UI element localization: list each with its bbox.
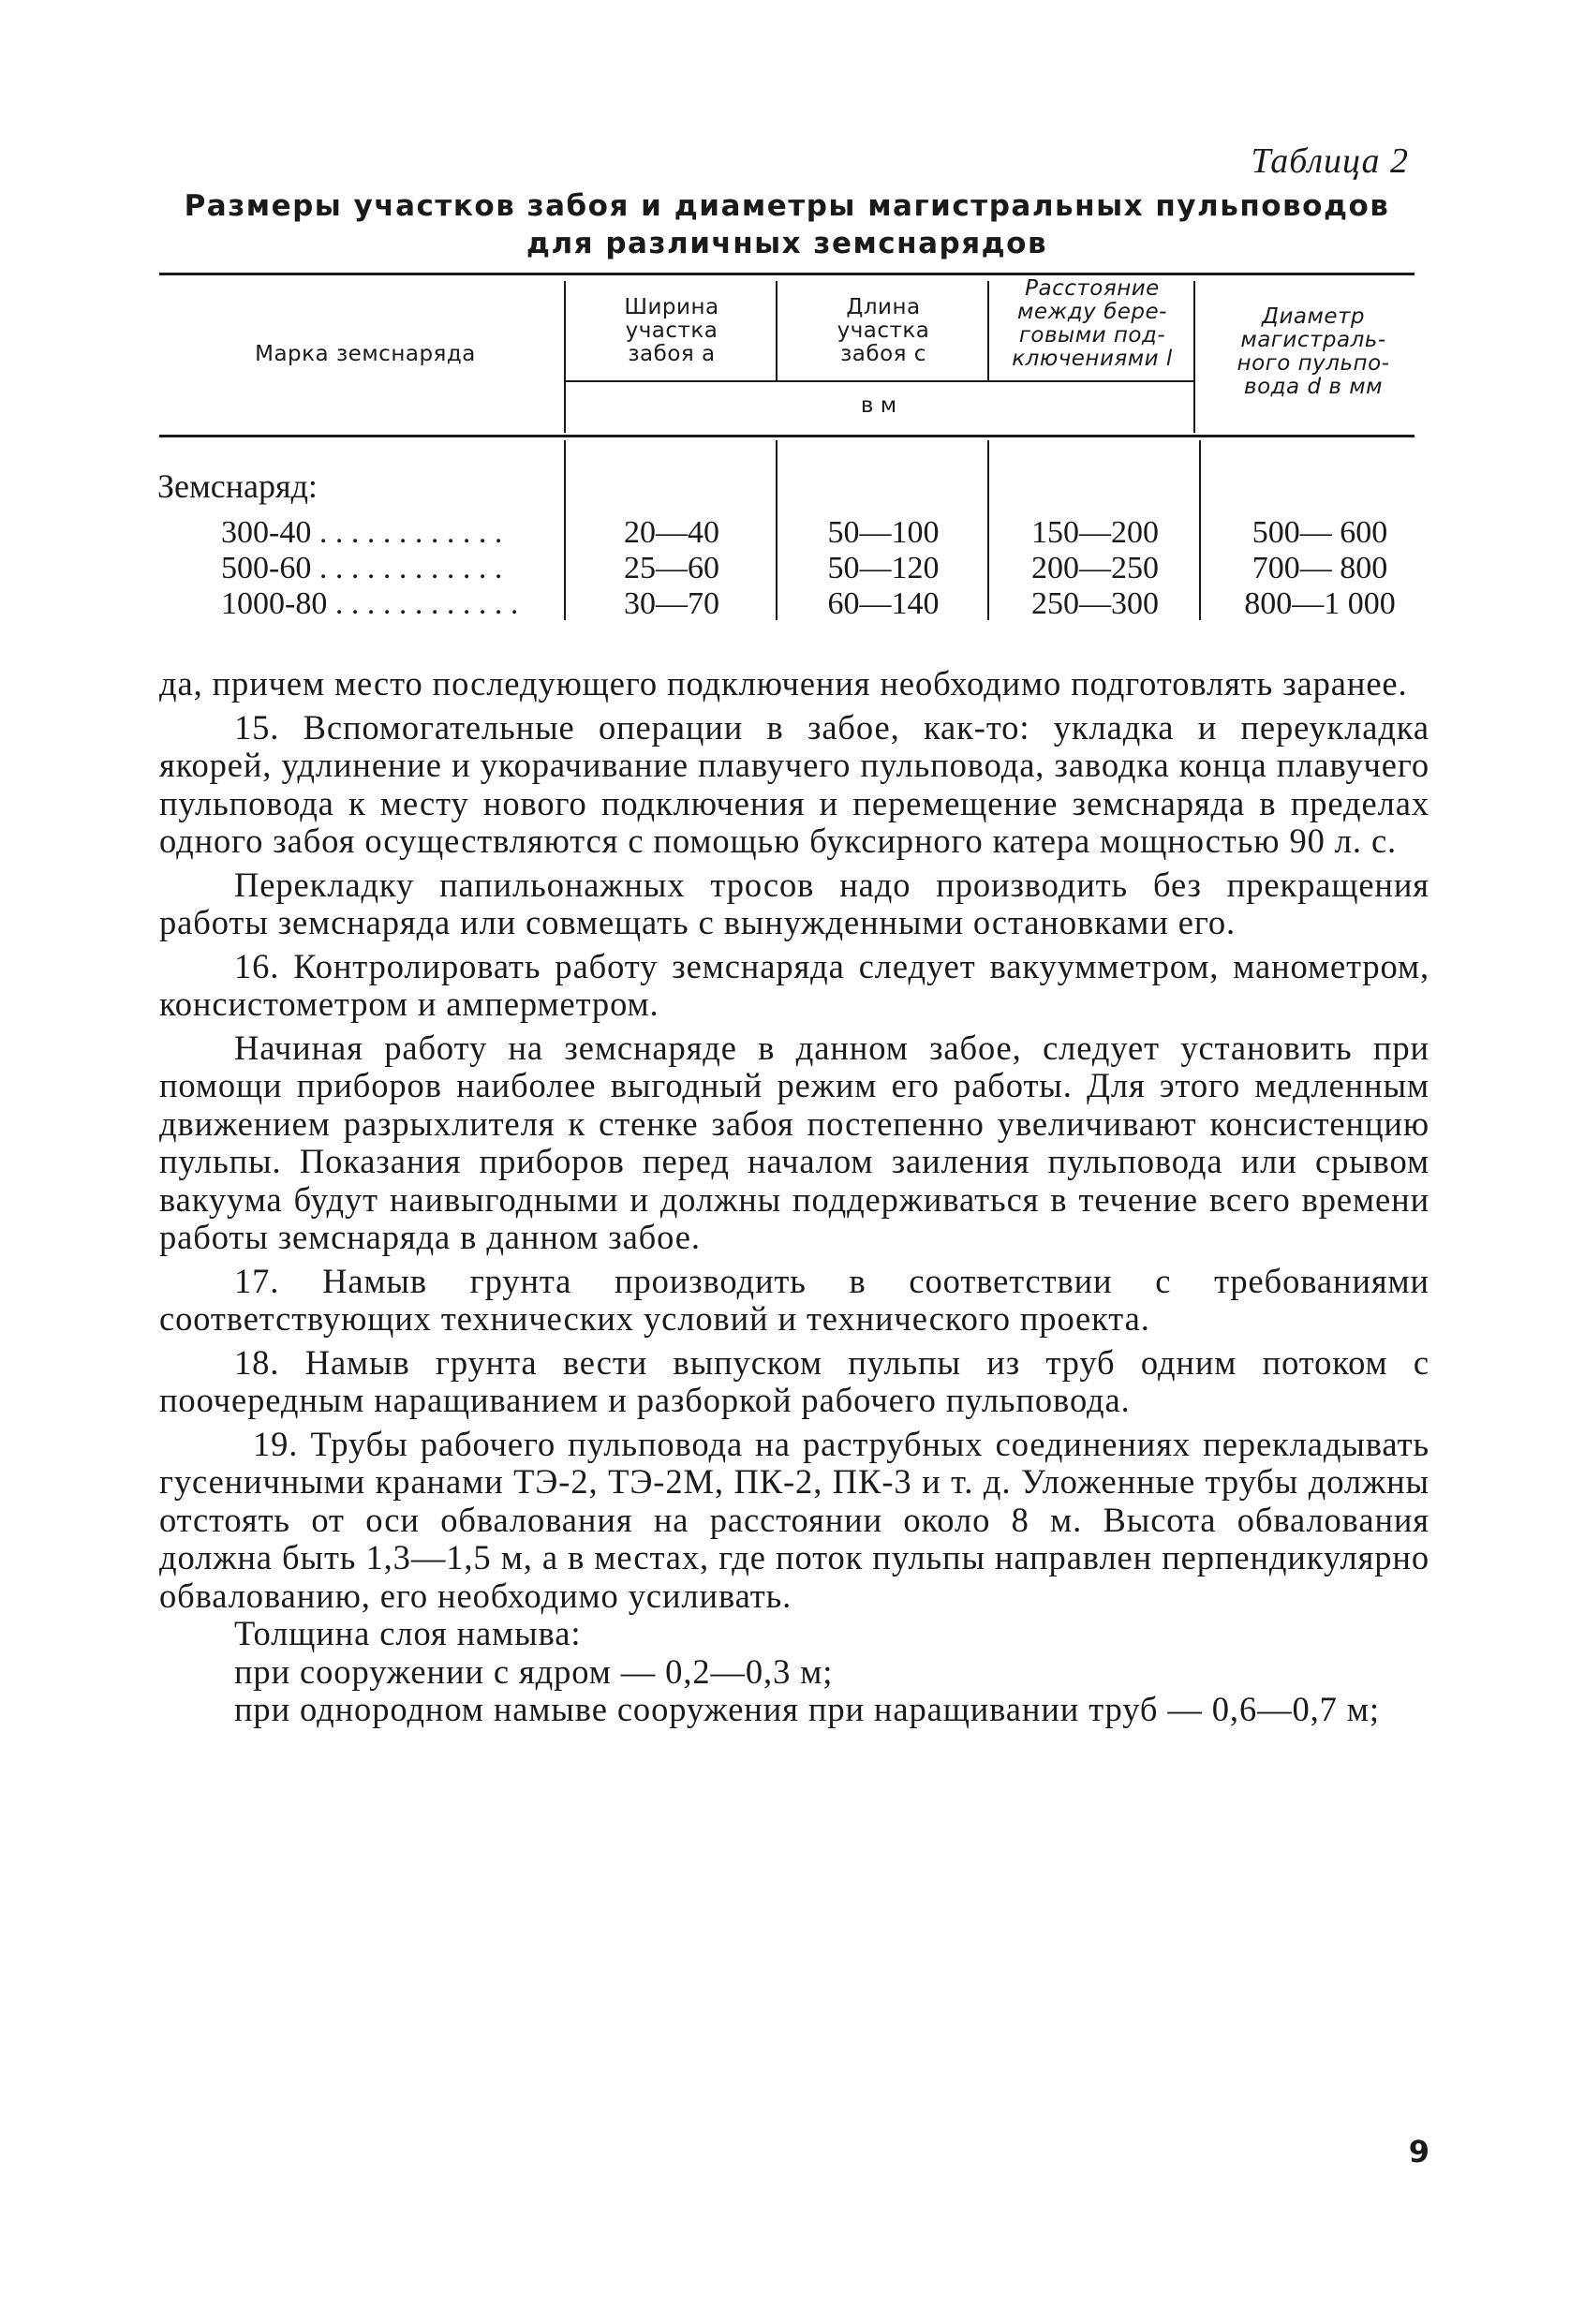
paragraph: 15. Вспомогательные операции в забое, как-то: укладка и переукладка якорей, удлинение и укорачивание плавучего пульповода, заводка конца плавучего пульповода к месту нового подключения и перемещение земснаряда в пределах одного забоя осуществляются с помощью буксирного катера мощностью 90 л. с. <box>159 707 1429 860</box>
header-line: Диаметр <box>1261 304 1365 329</box>
paragraph: при однородном намыве сооружения при наращивании труб — 0,6—0,7 м; <box>234 1690 1380 1728</box>
header-diameter <box>1201 305 1426 399</box>
table-row <box>0 551 1570 588</box>
cell-distance: 200—250 <box>1031 551 1159 585</box>
cell-length: 50—100 <box>827 515 940 550</box>
table-number: Таблица 2 <box>1251 141 1409 181</box>
table-title-line: Размеры участков забоя и диаметры магистральных пульповодов <box>184 189 1390 223</box>
header-line: участка <box>625 318 718 343</box>
cell-length: 50—120 <box>827 551 940 585</box>
units-rule <box>564 380 1193 382</box>
cell-brand: 1000-80 . . . . . . . . . . . . <box>221 586 519 621</box>
table-title-line: для различных земснарядов <box>526 227 1048 260</box>
paragraph: Начиная работу на земснаряде в данном забое, следует установить при помощи приборов наиболее выгодный режим его работы. Для этого медленным движением разрыхлителя к стенке забоя постепенно увеличивают консистенцию пульпы. Показания приборов перед началом заиления пульповода или срывом вакуума будут наивыгодными и должны поддерживаться в течение всего времени работы земснаряда в данном забое. <box>159 1028 1429 1256</box>
header-width <box>568 296 776 366</box>
header-line: ключениями l <box>1012 347 1173 371</box>
header-line: Длина <box>846 295 921 319</box>
header-line: участка <box>837 318 930 343</box>
cell-distance: 150—200 <box>1031 515 1159 550</box>
header-brand: Марка земснаряда <box>255 342 476 366</box>
page-number: 9 <box>1408 2134 1429 2169</box>
header-line: говыми под- <box>1018 323 1166 348</box>
cell-distance: 250—300 <box>1031 586 1159 621</box>
paragraph: Толщина слоя намыва: <box>234 1614 582 1652</box>
header-line: магистраль- <box>1240 328 1386 352</box>
header-line: между бере- <box>1017 300 1167 324</box>
cell-diameter: 500— 600 <box>1252 515 1388 550</box>
header-line: забоя a <box>628 342 716 366</box>
table-top-rule <box>159 273 1414 275</box>
cell-width: 30—70 <box>624 586 719 621</box>
table-row <box>0 586 1570 624</box>
group-label: Земснаряд: <box>157 467 318 505</box>
paragraph: при сооружении с ядром — 0,2—0,3 м; <box>234 1651 834 1691</box>
paragraph: 19. Трубы рабочего пульповода на раструбных соединениях перекладывать гусеничными кранами ТЭ-2, ТЭ-2М, ПК-2, ПК-3 и т. д. Уложенные трубы должны отстоять от оси обвалования на расстоянии около 8 м. Высота обвалования должна быть 1,3—1,5 м, а в местах, где поток пульпы направлен перпендикулярно обвалованию, его необходимо усиливать. <box>159 1424 1429 1615</box>
cell-brand: 300-40 . . . . . . . . . . . . <box>221 515 503 550</box>
cell-diameter: 800—1 000 <box>1244 586 1396 621</box>
header-line: Расстояние <box>1025 276 1160 301</box>
header-line: забоя c <box>840 342 926 366</box>
cell-diameter: 700— 800 <box>1252 551 1388 585</box>
cell-width: 25—60 <box>624 551 719 585</box>
header-length <box>779 296 987 366</box>
header-line: Ширина <box>624 295 719 319</box>
header-line: ного пульпо- <box>1237 351 1390 376</box>
paragraph: Перекладку папильонажных тросов надо производить без прекращения работы земснаряда или совмещать с вынужденными остановками его. <box>159 865 1429 941</box>
body-text <box>159 665 1429 1729</box>
paragraph: 16. Контролировать работу земснаряда следует вакуумметром, манометром, консистометром и амперметром. <box>159 946 1429 1023</box>
paragraph: да, причем место последующего подключения необходимо подготовлять заранее. <box>159 664 1408 703</box>
header-line: вода d в мм <box>1244 375 1383 399</box>
cell-brand: 500-60 . . . . . . . . . . . . <box>221 551 503 585</box>
column-divider <box>987 281 989 380</box>
header-bottom-rule <box>159 435 1414 437</box>
header-units: в м <box>860 393 897 418</box>
dimensions-table <box>0 0 1570 656</box>
column-divider <box>776 281 778 380</box>
column-divider <box>1193 281 1195 433</box>
table-row <box>0 515 1570 553</box>
cell-length: 60—140 <box>827 586 940 621</box>
header-distance <box>991 277 1193 371</box>
paragraph: 18. Намыв грунта вести выпуском пульпы из труб одним потоком с поочередным наращиванием и разборкой рабочего пульповода. <box>159 1342 1429 1419</box>
cell-width: 20—40 <box>624 515 719 550</box>
paragraph: 17. Намыв грунта производить в соответствии с требованиями соответствующих технических условий и технического проекта. <box>159 1261 1429 1338</box>
